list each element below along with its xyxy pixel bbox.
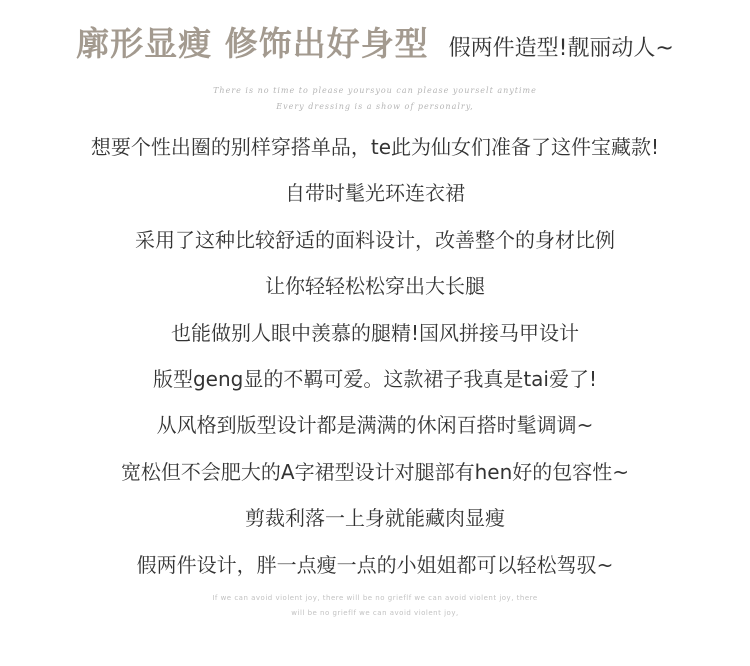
footer-line-2: will be no grieflf we can avoid violent joy, [291, 609, 459, 617]
header [0, 18, 750, 66]
footer-line-1: If we can avoid violent joy, there will be no grieflf we can avoid violent joy, there [212, 594, 538, 602]
description-lines [0, 127, 750, 591]
headline: 廓形显瘦 修饰出好身型 [76, 24, 429, 63]
description-line: 版型geng显的不羁可爱。这款裙子我真是tai爱了! [152, 366, 598, 391]
description-line: 想要个性出圈的别样穿搭单品，te此为仙女们准备了这件宝藏款! [90, 135, 660, 159]
subheadline: 假两件造型!靓丽动人~ [448, 36, 674, 61]
description-line: 剪裁利落一上身就能藏肉显瘦 [245, 506, 505, 531]
description-line: 让你轻轻松松穿出大长腿 [265, 274, 485, 299]
tagline-line-2: Every dressing is a show of personalry, [276, 102, 474, 111]
description-line: 从风格到版型设计都是满满的休闲百搭时髦调调~ [156, 413, 594, 438]
description-line: 也能做别人眼中羡慕的腿精!国风拼接马甲设计 [170, 320, 580, 345]
description-line: 自带时髦光环连衣裙 [285, 181, 465, 206]
description-line: 采用了这种比较舒适的面料设计，改善整个的身材比例 [135, 227, 615, 252]
tagline-line-1: There is no time to please yoursyou can please yourselt anytime [213, 86, 537, 95]
description-line: 假两件设计，胖一点瘦一点的小姐姐都可以轻松驾驭~ [136, 552, 614, 577]
description-line: 宽松但不会肥大的A字裙型设计对腿部有hen好的包容性~ [120, 459, 630, 484]
